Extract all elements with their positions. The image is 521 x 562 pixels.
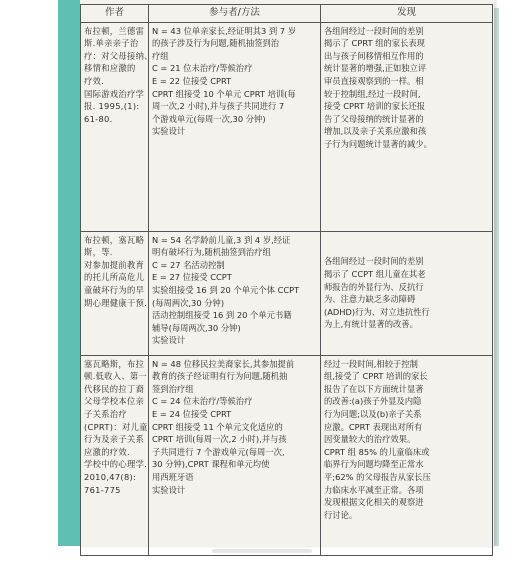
- findings-line: 揭示了 CCPT 组儿童在其老: [324, 268, 426, 279]
- author-line: 学校中的心理学.: [84, 459, 148, 470]
- method-line: 活动控制组接受 16 到 20 个单元书籍: [152, 310, 292, 321]
- findings-cell: [321, 355, 493, 555]
- author-line: 的托儿所高危儿: [84, 272, 145, 283]
- method-line: 实验设计: [152, 335, 186, 346]
- method-line: N = 54 名学龄前儿童,3 到 4 岁,经证: [152, 234, 291, 245]
- findings-line: 组,接受了 CPRT 培训的家长: [324, 371, 428, 382]
- findings-line: 审员直接观察到的一样。相: [324, 75, 424, 86]
- author-line: 代移民的拉丁裔: [84, 383, 145, 394]
- findings-line: 临界行为问题均降至正常水: [324, 459, 424, 470]
- findings-cell: [321, 22, 493, 231]
- method-cell: [149, 355, 321, 555]
- method-line: 签到治疗组: [152, 383, 194, 394]
- method-line: 用西班牙语: [152, 471, 194, 482]
- findings-line: 经过一段时间,相较于控制: [324, 358, 418, 369]
- header-findings: 发现: [321, 5, 493, 23]
- author-line: 移情和应激的: [84, 63, 136, 74]
- findings-line: 告了父母接纳的统计显著的: [324, 113, 424, 124]
- author-line: 疗：对父母接纳、: [84, 50, 153, 61]
- method-line: C = 27 名活动控制: [152, 259, 225, 270]
- horizontal-scrollbar[interactable]: [212, 549, 312, 553]
- method-line: 教育的孩子经证明有行为问题,随机抽: [152, 371, 288, 382]
- method-line: 实验设计: [152, 126, 186, 137]
- author-line: 报. 1995,(1):: [84, 101, 140, 112]
- method-line: E = 24 位接受 CPRT: [152, 408, 232, 419]
- findings-line: CPRT 组 85% 的儿童临床或: [324, 446, 430, 457]
- method-cell: [149, 231, 321, 355]
- method-line: 的孩子涉及行为问题,随机抽签到治: [152, 38, 280, 49]
- author-line: 761-775: [84, 484, 121, 495]
- table-header-row: [81, 5, 493, 23]
- author-line: 2010,47(8):: [84, 471, 137, 482]
- header-author: 作者: [81, 5, 149, 23]
- method-line: CPRT 组接受 10 个单元 CPRT 培训(每: [152, 88, 296, 99]
- author-line: 期心理健康干预.: [84, 297, 148, 308]
- findings-line: 统计显著的增强,正如独立评: [324, 63, 427, 74]
- author-line: 斯.单亲亲子治: [84, 38, 139, 49]
- author-cell: [81, 22, 153, 231]
- author-line: 斯，等.: [84, 247, 113, 258]
- author-line: 塞瓦略斯，布拉: [84, 358, 145, 369]
- author-line: 对参加提前教育: [84, 259, 145, 270]
- author-line: 行为及亲子关系: [84, 434, 145, 445]
- findings-line: 较于控制组,经过一段时间,: [324, 88, 421, 99]
- method-line: CPRT 组接受 11 个单元文化适应的: [152, 421, 283, 432]
- method-line: 实验设计: [152, 484, 186, 495]
- findings-line: 为、注意力缺乏多动障碍: [324, 294, 416, 305]
- method-line: N = 43 位单亲家长,经证明其3 到 7 岁: [152, 25, 297, 36]
- author-line: 父母学校本位亲: [84, 396, 145, 407]
- method-line: 辅导(每周两次,30 分钟): [152, 322, 241, 333]
- header-method: 参与者/方法: [149, 5, 321, 23]
- findings-line: 应激。CPRT 表现出对所有: [324, 421, 423, 432]
- table-row: [81, 231, 493, 355]
- findings-line: 出与孩子间移情相互作用的: [324, 50, 424, 61]
- findings-line: 各组间经过一段时间的差别: [324, 256, 424, 267]
- method-line: E = 22 位接受 CPRT: [152, 75, 232, 86]
- table-row: [81, 355, 493, 555]
- findings-line: 发现根据文化相关的观察进: [324, 497, 424, 508]
- findings-line: 各组间经过一段时间的差别: [324, 25, 424, 36]
- findings-line: 平;62% 的父母报告从家长压: [324, 471, 431, 482]
- method-line: C = 24 位未治疗/等候治疗: [152, 396, 253, 407]
- author-line: 顿.低收入、第一: [84, 371, 148, 382]
- findings-line: (ADHD)行为、对立违抗性行: [324, 306, 430, 317]
- author-line: 子关系治疗: [84, 408, 127, 419]
- findings-line: 报告了在以下方面统计显著: [324, 383, 424, 394]
- findings-line: 的改善:(a)孩子外显及内隐: [324, 396, 422, 407]
- study-summary-table: [80, 4, 493, 556]
- method-line: 实验组接受 16 到 20 个单元个体 CCPT: [152, 284, 300, 295]
- method-line: N = 48 位移民拉美裔家长,其参加提前: [152, 358, 295, 369]
- findings-line: 师报告的外显行为、反抗行: [324, 281, 424, 292]
- method-line: 个游戏单元(每周一次,30 分钟): [152, 113, 266, 124]
- findings-line: 行为问题;以及(b)亲子关系: [324, 408, 422, 419]
- author-line: 童破坏行为的早: [84, 284, 145, 295]
- table-row: [81, 22, 493, 231]
- author-line: 布拉顿，兰德雷: [84, 25, 145, 36]
- method-line: 疗组: [152, 50, 169, 61]
- findings-cell: [321, 231, 493, 355]
- author-cell: [81, 231, 149, 355]
- author-line: (CPRT)：对儿童: [84, 421, 148, 432]
- method-line: (每周两次,30 分钟): [152, 297, 225, 308]
- author-line: 布拉顿，塞瓦略: [84, 234, 145, 245]
- findings-line: 接受 CPRT 培训的家长还报: [324, 101, 425, 112]
- findings-line: 行讨论。: [324, 509, 358, 520]
- findings-line: 子行为问题统计显著的减少。: [324, 138, 432, 149]
- method-line: CPRT 培训(每周一次,2 小时),并与孩: [152, 434, 287, 445]
- author-line: 国际游戏治疗学: [84, 88, 145, 99]
- findings-line: 力临床水平减至正常。各项: [324, 484, 424, 495]
- method-line: E = 27 位接受 CCPT: [152, 272, 232, 283]
- author-cell: [81, 355, 149, 555]
- findings-line: 因变量较大的治疗效果。: [324, 434, 416, 445]
- method-line: 周一次,2 小时),并与孩子共同进行 7: [152, 101, 285, 112]
- method-line: 明有破坏行为,随机抽签到治疗组: [152, 247, 271, 258]
- findings-line: 揭示了 CPRT 组的家长表现: [324, 38, 425, 49]
- method-line: C = 21 位未治疗/等候治疗: [152, 63, 253, 74]
- author-line: 疗效.: [84, 75, 105, 86]
- author-line: 61-80.: [84, 113, 113, 124]
- method-line: 子共同进行 7 个游戏单元(每周一次,: [152, 446, 285, 457]
- findings-line: 增加,以及亲子关系应激和孩: [324, 126, 427, 137]
- findings-line: 为上,有统计显著的改善。: [324, 319, 418, 330]
- method-cell: [149, 22, 321, 231]
- method-line: 30 分钟),CPRT 课程和单元均使: [152, 459, 270, 470]
- author-line: 应激的疗效.: [84, 446, 130, 457]
